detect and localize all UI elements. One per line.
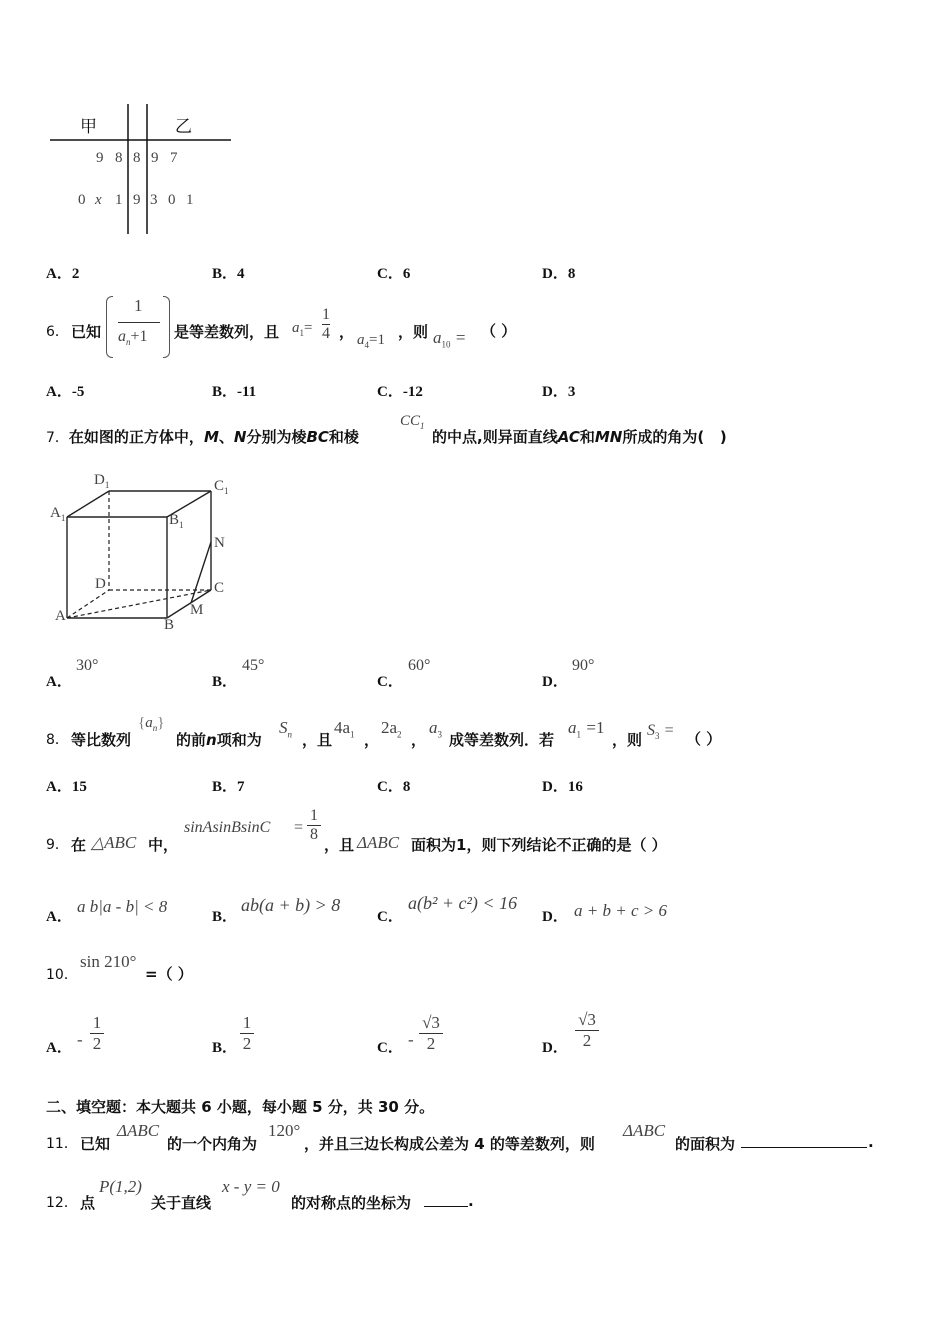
label-D: D — [95, 576, 106, 592]
option-d[interactable]: D． — [542, 909, 568, 925]
option-b[interactable]: B．-11 — [212, 384, 257, 400]
q7-cc1: $CC_1$ — [400, 413, 425, 431]
option-a-fraction: 1 2 — [90, 1013, 104, 1054]
q6-a1: $a_1=$ — [292, 320, 313, 338]
option-d-value: 90° — [572, 657, 595, 674]
option-a[interactable]: A． — [46, 909, 72, 925]
option-b-value: ab(a + b) > 8 — [241, 895, 341, 915]
option-a-sign: - — [77, 1030, 83, 1049]
q9-text: 中， — [148, 836, 179, 854]
header-yi: 乙 — [175, 117, 192, 137]
leaf-left: 9 — [96, 150, 104, 166]
q6-text: ，则 — [398, 323, 429, 341]
q10-tail: =（ ） — [145, 965, 193, 983]
q9-fraction: 1 8 — [307, 807, 321, 844]
q10-number: 10． — [46, 967, 78, 983]
option-c-value: 60° — [408, 657, 431, 674]
q8-comma: ， — [364, 731, 380, 749]
q12-point: P(1,2) — [99, 1177, 142, 1196]
option-c[interactable]: C． — [377, 674, 403, 690]
q8-comma: ， — [411, 731, 427, 749]
option-b-value: 45° — [242, 657, 265, 674]
option-a[interactable]: A． — [46, 674, 72, 690]
q7-stem-2: 的中点,则异面直线AC和MN所成的角为( ) — [432, 428, 727, 446]
option-c-value: a(b² + c²) < 16 — [408, 893, 518, 913]
q8-Sn: $S_n$ — [279, 718, 292, 740]
option-c-fraction: √3 2 — [419, 1013, 443, 1054]
q6-text: 已知 — [71, 323, 102, 341]
option-d[interactable]: D． — [542, 674, 568, 690]
option-b[interactable]: B． — [212, 909, 238, 925]
label-A: A — [55, 608, 66, 624]
option-d-fraction: √3 2 — [575, 1010, 599, 1051]
q9-text: 面积为1，则下列结论不正确的是（ ） — [411, 836, 667, 854]
q8-an: $\{a_n\}$ — [138, 715, 165, 733]
leaf-right: 7 — [170, 150, 178, 166]
q9-triangle: △ABC — [91, 833, 137, 852]
q8-text: ，则 — [612, 731, 643, 749]
option-a[interactable]: A．-5 — [46, 384, 85, 400]
q6-text: 是等差数列，且 — [174, 323, 280, 341]
q7-stem: 7．在如图的正方体中，M、N分别为棱BC和棱 — [46, 428, 359, 446]
label-N: N — [214, 535, 225, 551]
option-c[interactable]: C．-12 — [377, 384, 423, 400]
q8-text: 成等差数列．若 — [449, 731, 555, 749]
label-B1: $B_1$ — [169, 512, 184, 530]
q6-sequence-fraction: 1 $a_n+1$ — [106, 294, 170, 360]
label-C: C — [214, 580, 225, 596]
leaf-right: 9 — [151, 150, 159, 166]
q11-text: ，并且三边长构成公差为 4 的等差数列，则 — [304, 1135, 595, 1153]
q10-expr: sin 210° — [80, 952, 137, 971]
leaf-left: 0 — [78, 192, 86, 208]
q6-a1-fraction: 1 4 — [322, 306, 330, 342]
option-d[interactable]: D．8 — [542, 266, 576, 282]
q11-triangle-2: ΔABC — [623, 1121, 666, 1140]
stem: 8 — [133, 150, 141, 166]
q8-text: ，且 — [302, 731, 333, 749]
q8-2a2: $2a_2$ — [381, 718, 402, 740]
q12-text: 的对称点的坐标为 — [291, 1194, 412, 1212]
label-A1: $A_1$ — [50, 505, 66, 523]
option-d[interactable]: D． — [542, 1040, 568, 1056]
q8-number: 8． — [46, 732, 69, 748]
option-a[interactable]: A．2 — [46, 266, 80, 282]
q8-paren: （ ） — [686, 730, 722, 748]
option-a-value: 30° — [76, 657, 99, 674]
option-a[interactable]: A． — [46, 1040, 72, 1056]
option-b[interactable]: B． — [212, 674, 238, 690]
q11-text: 的一个内角为 — [167, 1135, 258, 1153]
q9-expr: sinAsinBsinC — [184, 819, 271, 836]
q12-text: 点 — [80, 1194, 96, 1212]
q6-number: 6． — [46, 324, 69, 340]
q11-answer-blank[interactable] — [741, 1133, 867, 1148]
q8-text: 的前n项和为 — [176, 731, 262, 749]
option-b[interactable]: B． — [212, 1040, 238, 1056]
option-c-sign: - — [408, 1030, 414, 1049]
stem: 9 — [133, 192, 141, 208]
header-jia: 甲 — [80, 117, 97, 137]
leaf-right: 0 — [168, 192, 176, 208]
leaf-right: 1 — [186, 192, 194, 208]
q11-text: 的面积为 — [675, 1135, 736, 1153]
option-a-value: a b|a - b| < 8 — [77, 897, 168, 916]
option-b[interactable]: B．4 — [212, 266, 245, 282]
option-b[interactable]: B．7 — [212, 779, 245, 795]
q8-4a1: $4a_1$ — [334, 718, 355, 740]
label-M: M — [190, 602, 204, 618]
q9-eq: = — [294, 819, 304, 836]
leaf-left: x — [95, 192, 102, 208]
option-a[interactable]: A．15 — [46, 779, 87, 795]
option-c[interactable]: C．8 — [377, 779, 411, 795]
q9-triangle-2: ΔABC — [357, 833, 400, 852]
label-D1: $D_1$ — [94, 472, 110, 490]
q11-triangle: ΔABC — [117, 1121, 160, 1140]
q12-end: . — [468, 1192, 474, 1210]
q6-paren: （ ） — [481, 322, 517, 340]
q8-S3: $S_3$ = — [647, 722, 674, 742]
q6-a10: $a_{10}$ = — [433, 328, 466, 350]
stem-leaf-lines — [45, 100, 245, 240]
label-C1: $C_1$ — [214, 478, 229, 496]
label-B: B — [164, 617, 175, 633]
q6-text: ， — [339, 323, 355, 341]
option-b-fraction: 1 2 — [240, 1013, 254, 1054]
option-d[interactable]: D．16 — [542, 779, 583, 795]
q12-text: 关于直线 — [151, 1194, 212, 1212]
q6-a4: $a_4=1$ — [357, 332, 385, 350]
q8-a3: $a_3$ — [429, 718, 442, 740]
q11-text: 已知 — [80, 1135, 111, 1153]
q11-end: . — [868, 1133, 874, 1151]
q9-number: 9． — [46, 837, 69, 853]
option-d-value: a + b + c > 6 — [574, 901, 667, 920]
section-2-title: 二、填空题：本大题共 6 小题，每小题 5 分，共 30 分。 — [46, 1098, 435, 1116]
q12-number: 12． — [46, 1195, 78, 1211]
q9-text: ，且 — [324, 836, 355, 854]
q11-number: 11． — [46, 1136, 78, 1152]
option-d[interactable]: D．3 — [542, 384, 576, 400]
option-c[interactable]: C． — [377, 909, 403, 925]
option-c[interactable]: C． — [377, 1040, 403, 1056]
leaf-right: 3 — [150, 192, 158, 208]
q12-line: x - y = 0 — [222, 1177, 280, 1196]
q12-answer-blank[interactable] — [424, 1192, 468, 1207]
option-c[interactable]: C．6 — [377, 266, 411, 282]
leaf-left: 8 — [115, 150, 123, 166]
q8-a1: $a_1 =1$ — [568, 718, 605, 740]
q11-angle: 120° — [268, 1121, 301, 1140]
q8-text: 等比数列 — [71, 731, 132, 749]
q9-text: 在 — [71, 836, 87, 854]
leaf-left: 1 — [115, 192, 123, 208]
